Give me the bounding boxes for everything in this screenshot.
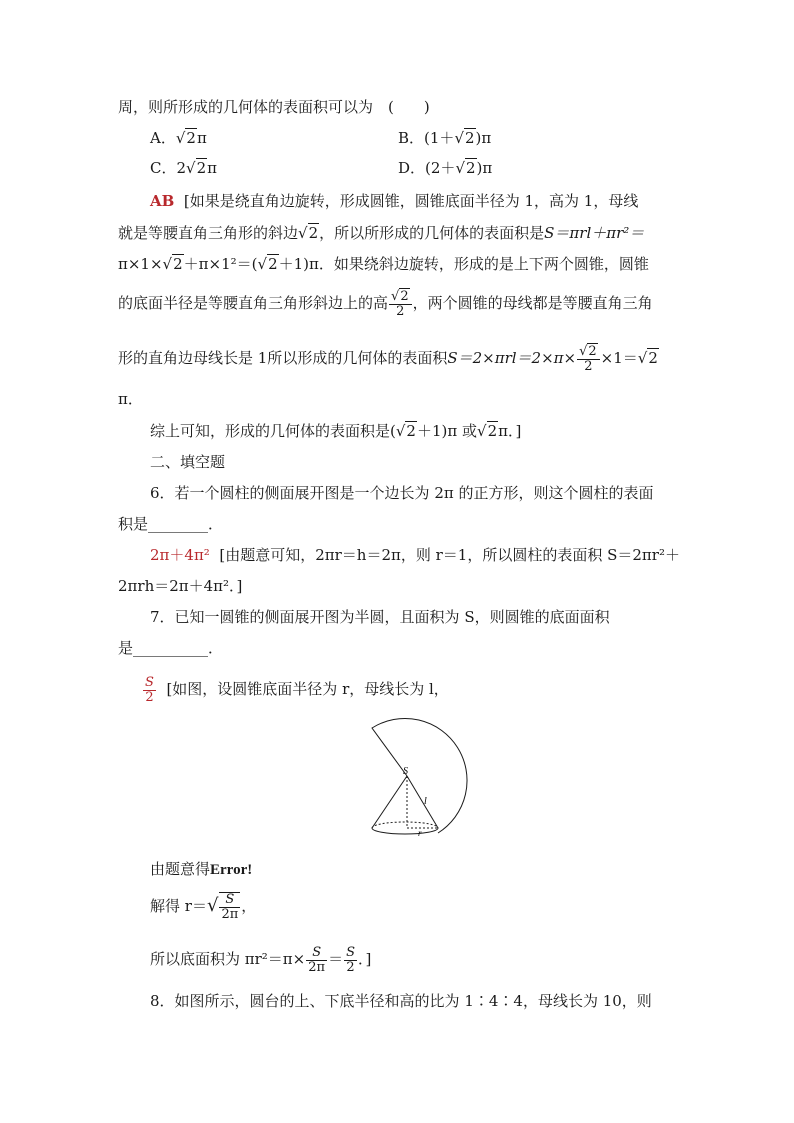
q5-conclusion: 综上可知，形成的几何体的表面积是(√2＋1)π 或√2π．]	[150, 422, 522, 440]
q5-solution-line-6: π．	[118, 390, 143, 408]
q7-solve-line: 解得 r＝√ $\frac{S}{2\pi}$ ，	[150, 892, 257, 922]
q7-area-line: 所以底面积为 πr²＝π× $\frac{S}{2\pi}$ ＝ $\frac{S}{2}$ ．]	[150, 944, 372, 975]
area-fraction-1: $\frac{S}{2\pi}$	[308, 944, 326, 975]
cone-left-side	[372, 776, 407, 828]
q5-solution-line-1: AB [如果是绕直角边旋转，形成圆锥，圆锥底面半径为 1，高为 1，母线	[150, 192, 639, 210]
q5-option-a: A．√2π	[150, 129, 207, 147]
q6-stem-line-1: 6．若一个圆柱的侧面展开图是一个边长为 2π 的正方形，则这个圆柱的表面	[150, 484, 654, 502]
fraction-sqrt2-over-2: $\frac{√2}{2}$	[389, 290, 412, 319]
q6-answer: 2π＋4π²	[150, 546, 210, 564]
q5-option-b: B．(1＋√2)π	[398, 129, 492, 147]
area-fraction-2: $\frac{S}{2}$	[346, 944, 355, 975]
q6-solution-line-2: 2πrh＝2π＋4π²．]	[118, 577, 243, 595]
q6-solution-line-1: 2π＋4π² [由题意可知，2πr＝h＝2π，则 r＝1，所以圆柱的表面积 S＝2πr²＋	[150, 546, 680, 564]
q7-stem-line-1: 7．已知一圆锥的侧面展开图为半圆，且面积为 S，则圆锥的底面面积	[150, 608, 610, 626]
label-l: l	[424, 796, 427, 807]
error-text: Error!	[210, 862, 253, 878]
label-s: S	[403, 766, 408, 777]
label-r: r	[418, 828, 422, 838]
q5-option-d: D．(2＋√2)π	[398, 159, 493, 177]
q5-answer: AB	[150, 192, 175, 210]
q5-stem-tail: 周，则所形成的几何体的表面积可以为 ( )	[118, 98, 430, 116]
q7-stem-line-2: 是__________．	[118, 639, 224, 657]
sqrt-s-over-2pi: $\frac{S}{2\pi}$	[221, 892, 239, 922]
sector-arc	[372, 718, 467, 833]
cone-right-side	[407, 776, 438, 828]
q5-solution-line-3: π×1×√2＋π×1²＝(√2＋1)π．如果绕斜边旋转，形成的是上下两个圆锥，圆锥	[118, 255, 649, 273]
q7-solution-line-1: $\frac{S}{2}$ [如图，设圆锥底面半径为 r，母线长为 l，	[145, 674, 449, 705]
cone-figure	[360, 716, 470, 846]
base-front	[372, 828, 438, 834]
q5-solution-line-2: 就是等腰直角三角形的斜边√2，所以所形成的几何体的表面积是S＝πrl＋πr²＝	[118, 224, 645, 242]
q5-option-c: C．2√2π	[150, 159, 217, 177]
q5-solution-line-5: 形的直角边母线长是 1所以形成的几何体的表面积S＝2×πrl＝2×π× $\frac{√2}{2}$ ×1＝√2	[118, 343, 658, 374]
q7-answer-fraction: $\frac{S}{2}$	[145, 674, 154, 705]
q7-error-line: 由题意得Error!	[150, 860, 253, 878]
q5-solution-line-4: 的底面半径是等腰直角三角形斜边上的高 $\frac{√2}{2}$ ，两个圆锥的母线都是等腰直角三角	[118, 288, 653, 319]
base-back	[372, 822, 438, 828]
q6-stem-line-2: 积是________．	[118, 515, 224, 533]
section-heading: 二、填空题	[150, 453, 226, 471]
fraction-sqrt2-over-2-b: $\frac{√2}{2}$	[577, 345, 600, 374]
q8-stem-line-1: 8．如图所示，圆台的上、下底半径和高的比为 1∶4∶4，母线长为 10，则	[150, 992, 652, 1010]
